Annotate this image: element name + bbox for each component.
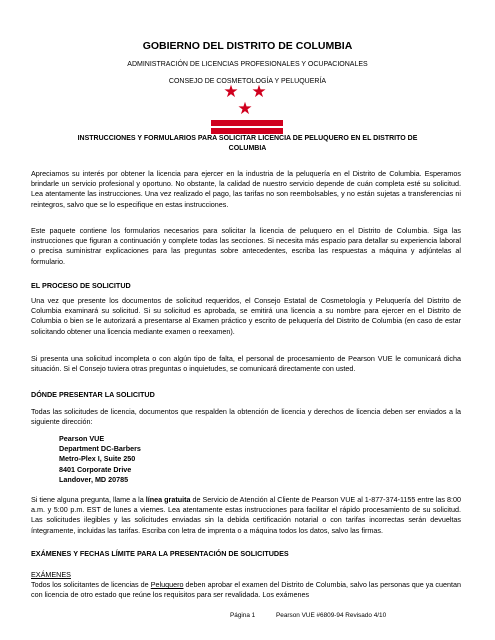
intro-paragraph-1: Apreciamos su interés por obtener la licencia para ejercer en la industria de la peluquería en el Distrito de Columbia. Esperamos brindarle un servicio profesional y oportuno. No obstante, la calidad de nuestro servicio depende de cuán completa esté su solicitud. Lea atentamente las instrucciones. Una vez realizado el pago, las tarifas no son reembolsables, y no están sujetas a transferencias ni reintegros, salvo que se lo especifique en estas instrucciones. — [31, 169, 461, 209]
peluquero-link[interactable]: Peluquero — [150, 580, 184, 589]
proceso-paragraph-2: Si presenta una solicitud incompleta o con algún tipo de falta, el personal de procesamiento de Pearson VUE le comunicará dicha situación. Si el Consejo tuviera otras preguntas o inquietudes, se comunicará directamente con usted. — [31, 354, 461, 374]
intro-paragraph-2: Este paquete contiene los formularios necesarios para solicitar la licencia de peluquero en el Distrito de Columbia. Siga las instrucciones que figuran a continuación y complete todas las secciones. Si necesita más espacio para detallar su experiencia laboral o precisa suministrar explicaciones para las preguntas sobre antecedentes, escriba las respuestas a máquina y adjúntelas al formulario. — [31, 226, 461, 266]
examenes-paragraph-1: Todos los solicitantes de licencias de Peluquero deben aprobar el examen del Distrito de Columbia, salvo las personas que ya cuentan con licencia de otro estado que reúne los requisitos para ser revalidada. Los exámenes — [31, 580, 461, 600]
toll-free-label: línea gratuita — [145, 495, 191, 504]
dc-flag — [211, 83, 283, 134]
agency-name: ADMINISTRACIÓN DE LICENCIAS PROFESIONALES Y OCUPACIONALES — [127, 61, 368, 68]
page-number: Página 1 — [230, 612, 256, 619]
document-title: GOBIERNO DEL DISTRITO DE COLUMBIA — [142, 40, 353, 52]
proceso-paragraph-1: Una vez que presente los documentos de solicitud requeridos, el Consejo Estatal de Cosmetología y Peluquería del Distrito de Columbia examinará su solicitud. Si su solicitud es aprobada, se emitirá una licencia a su nombre para ejercer en el Distrito de Columbia o bien se le autorizará a presentarse al Examen práctico y escrito de peluquería del Distrito de Columbia (en caso de estar solicitando obtener una licencia mediante examen o reexamen). — [31, 296, 461, 336]
address-line: Department DC-Barbers — [59, 444, 141, 454]
section-heading-examenes: EXÁMENES Y FECHAS LÍMITE PARA LA PRESENTACIÓN DE SOLICITUDES — [31, 549, 289, 558]
address-line: Pearson VUE — [59, 434, 105, 443]
mailing-address — [59, 434, 141, 485]
donde-paragraph-1: Todas las solicitudes de licencia, documentos que respalden la obtención de licencia y derechos de licencia deben ser enviados a la siguiente dirección: — [31, 407, 461, 427]
board-name: CONSEJO DE COSMETOLOGÍA Y PELUQUERÍA — [168, 78, 327, 85]
subheading-examenes: EXÁMENES — [31, 570, 71, 579]
star-icon: ★ ★ ★ — [223, 82, 271, 118]
form-code: Pearson VUE #6809-94 Revisado 4/10 — [276, 612, 387, 619]
section-heading-donde: DÓNDE PRESENTAR LA SOLICITUD — [31, 390, 155, 399]
section-heading-proceso: EL PROCESO DE SOLICITUD — [31, 281, 131, 290]
address-line: Metro-Plex I, Suite 250 — [59, 454, 136, 464]
address-line: 8401 Corporate Drive — [59, 464, 132, 474]
flag-bar-top — [211, 120, 283, 126]
donde-paragraph-2: Si tiene alguna pregunta, llame a la línea gratuita de Servicio de Atención al Cliente de Pearson VUE al 1-877-374-1155 entre las 8:00 a.m. y 5:00 p.m. EST de lunes a viernes. Lea atentamente estas instrucciones para facilitar el rápido procesamiento de su solicitud. Las solicitudes ilegibles y las solicitudes enviadas sin la debida certificación notarial o con tarifas incorrectas serán devueltas íntegramente, incluidas las tarifas. Escriba con letra de imprenta o a máquina todos los datos, salvo las firmas. — [31, 495, 461, 535]
address-line: Landover, MD 20785 — [59, 474, 129, 484]
instructions-heading: INSTRUCCIONES Y FORMULARIOS PARA SOLICITAR LICENCIA DE PELUQUERO EN EL DISTRITO DE COLUMBIA — [77, 135, 418, 152]
